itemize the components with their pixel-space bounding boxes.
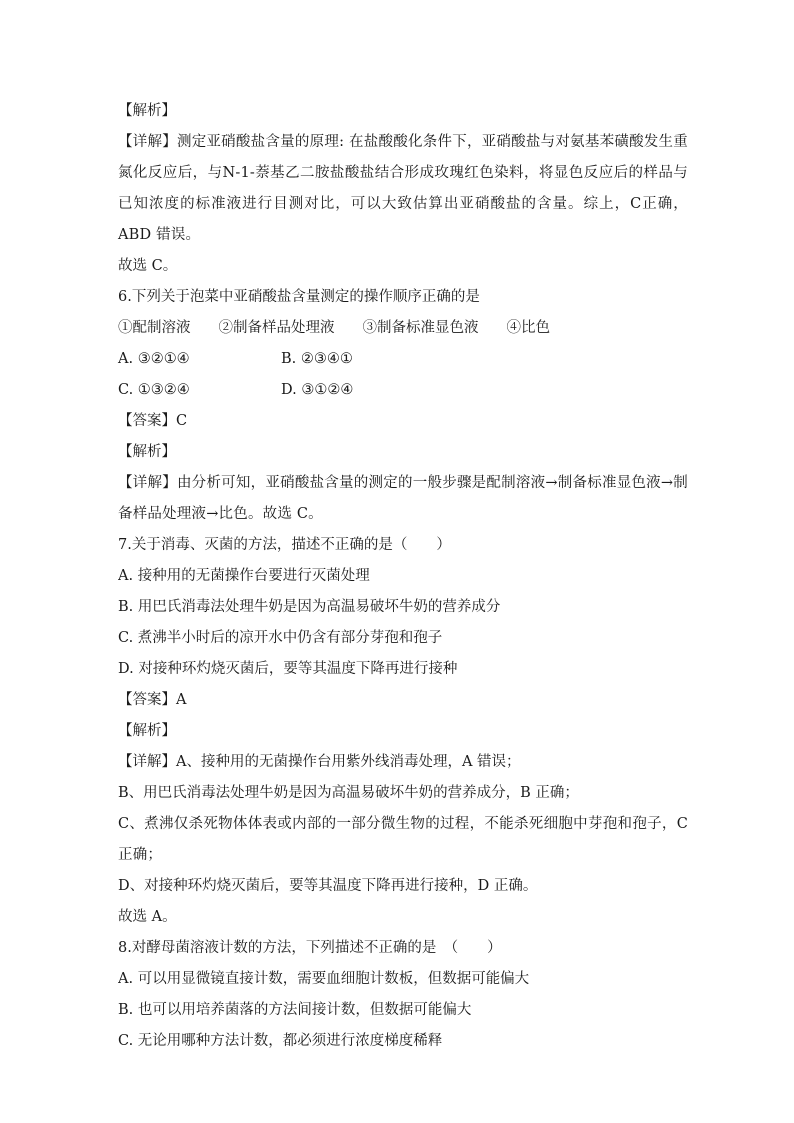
q7-answer: 【答案】A <box>118 692 187 708</box>
q6-option-d: D. ③①②④ <box>281 382 354 398</box>
q6-step-1: ①配制溶液 <box>118 320 191 336</box>
q6-step-2: ②制备样品处理液 <box>218 320 335 336</box>
q6-option-c: C. ①③②④ <box>118 382 190 398</box>
q6-stem: 6.下列关于泡菜中亚硝酸盐含量测定的操作顺序正确的是 <box>118 289 480 305</box>
q6-detail: 【详解】由分析可知，亚硝酸盐含量的测定的一般步骤是配制溶液→制备标准显色液→制备样品处理液→比色。故选 C。 <box>118 475 688 522</box>
q7-option-a: A. 接种用的无菌操作台要进行灭菌处理 <box>118 568 370 584</box>
q6-option-a: A. ③②①④ <box>118 351 190 367</box>
q8-option-c: C. 无论用哪种方法计数，都必须进行浓度梯度稀释 <box>118 1033 443 1049</box>
q7-option-b: B. 用巴氏消毒法处理牛奶是因为高温易破坏牛奶的营养成分 <box>118 599 501 615</box>
q7-stem: 7.关于消毒、灭菌的方法，描述不正确的是（ ） <box>118 537 451 553</box>
q7-detail-b: B、用巴氏消毒法处理牛奶是因为高温易破坏牛奶的营养成分，B 正确； <box>118 785 579 801</box>
q8-option-b: B. 也可以用培养菌落的方法间接计数，但数据可能偏大 <box>118 1002 472 1018</box>
q7-option-d: D. 对接种环灼烧灭菌后，要等其温度下降再进行接种 <box>118 661 458 677</box>
q5-detail: 【详解】测定亚硝酸盐含量的原理: 在盐酸酸化条件下，亚硝酸盐与对氨基苯磺酸发生重氮化反应后，与N-1-萘基乙二胺盐酸盐结合形成玫瑰红色染料，将显色反应后的样品与已知浓度的标准液进行目测对比，可以大致估算出亚硝酸盐的含量。综上，C正确，ABD 错误。 <box>118 134 688 243</box>
q6-jiexi-label: 【解析】 <box>118 444 176 460</box>
q7-conclusion: 故选 A。 <box>118 909 177 925</box>
q7-detail-c: C、煮沸仅杀死物体体表或内部的一部分微生物的过程，不能杀死细胞中芽孢和孢子，C 正确； <box>118 816 688 863</box>
q7-detail-a: 【详解】A、接种用的无菌操作台用紫外线消毒处理，A 错误； <box>118 754 521 770</box>
q5-jiexi-label: 【解析】 <box>118 103 176 119</box>
q8-option-a: A. 可以用显微镜直接计数，需要血细胞计数板，但数据可能偏大 <box>118 971 530 987</box>
q6-answer: 【答案】C <box>118 413 188 429</box>
q6-options-row-1 <box>118 344 688 375</box>
q7-detail-d: D、对接种环灼烧灭菌后，要等其温度下降再进行接种，D 正确。 <box>118 878 538 894</box>
q8-stem: 8.对酵母菌溶液计数的方法，下列描述不正确的是 （ ） <box>118 940 502 956</box>
q6-option-b: B. ②③④① <box>281 351 353 367</box>
q7-option-c: C. 煮沸半小时后的凉开水中仍含有部分芽孢和孢子 <box>118 630 443 646</box>
q5-conclusion: 故选 C。 <box>118 258 178 274</box>
q6-step-4: ④比色 <box>506 320 550 336</box>
q6-step-3: ③制备标准显色液 <box>362 320 479 336</box>
q6-steps <box>118 313 688 344</box>
document-page <box>118 96 688 1057</box>
q6-options-row-2 <box>118 375 688 406</box>
q7-jiexi-label: 【解析】 <box>118 723 176 739</box>
